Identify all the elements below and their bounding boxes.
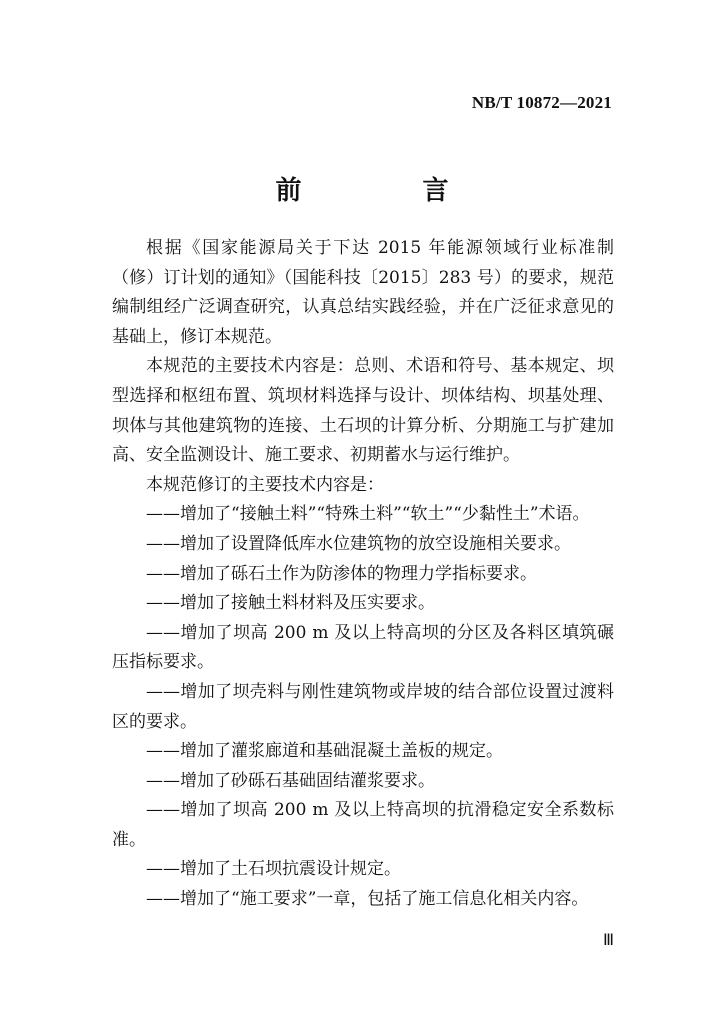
page-title: 前 言	[275, 176, 505, 206]
revision-item: ——增加了土石坝抗震设计规定。	[146, 859, 401, 880]
paragraph-main-content: 本规范的主要技术内容是：总则、术语和符号、基本规定、坝型选择和枢纽布置、筑坝材料选择与设计、坝体结构、坝基处理、坝体与其他建筑物的连接、土石坝的计算分析、分期施工与扩建加高、安全监测设计、施工要求、初期蓄水与运行维护。	[112, 356, 614, 466]
revision-item: ——增加了设置降低库水位建筑物的放空设施相关要求。	[146, 533, 571, 554]
revision-item: ——增加了坝高 200 m 及以上特高坝的分区及各料区填筑碾压指标要求。	[112, 622, 614, 673]
foreword-body	[112, 234, 614, 915]
revision-item: ——增加了灌浆廊道和基础混凝土盖板的规定。	[146, 741, 503, 762]
revision-item: ——增加了砂砾石基础固结灌浆要求。	[146, 770, 435, 791]
revision-item: ——增加了“施工要求”一章，包括了施工信息化相关内容。	[146, 889, 589, 910]
paragraph-revision-intro: 本规范修订的主要技术内容是：	[146, 474, 384, 495]
revision-item: ——增加了坝高 200 m 及以上特高坝的抗滑稳定安全系数标准。	[112, 800, 614, 850]
revision-item: ——增加了砾石土作为防渗体的物理力学指标要求。	[146, 563, 537, 584]
revision-item: ——增加了接触土料材料及压实要求。	[146, 593, 435, 614]
paragraph-basis: 根据《国家能源局关于下达 2015 年能源领域行业标准制（修）订计划的通知》（国能科技〔2015〕283 号）的要求，规范编制组经广泛调查研究，认真总结实践经验，并在广泛征求意见的基础上，修订本规范。	[112, 238, 614, 347]
standard-code: NB/T 10872—2021	[471, 93, 612, 112]
page-number: Ⅲ	[602, 932, 614, 949]
revision-item: ——增加了坝壳料与刚性建筑物或岸坡的结合部位设置过渡料区的要求。	[112, 681, 614, 732]
revision-item: ——增加了“接触土料”“特殊土料”“软土”“少黏性土”术语。	[146, 504, 590, 525]
